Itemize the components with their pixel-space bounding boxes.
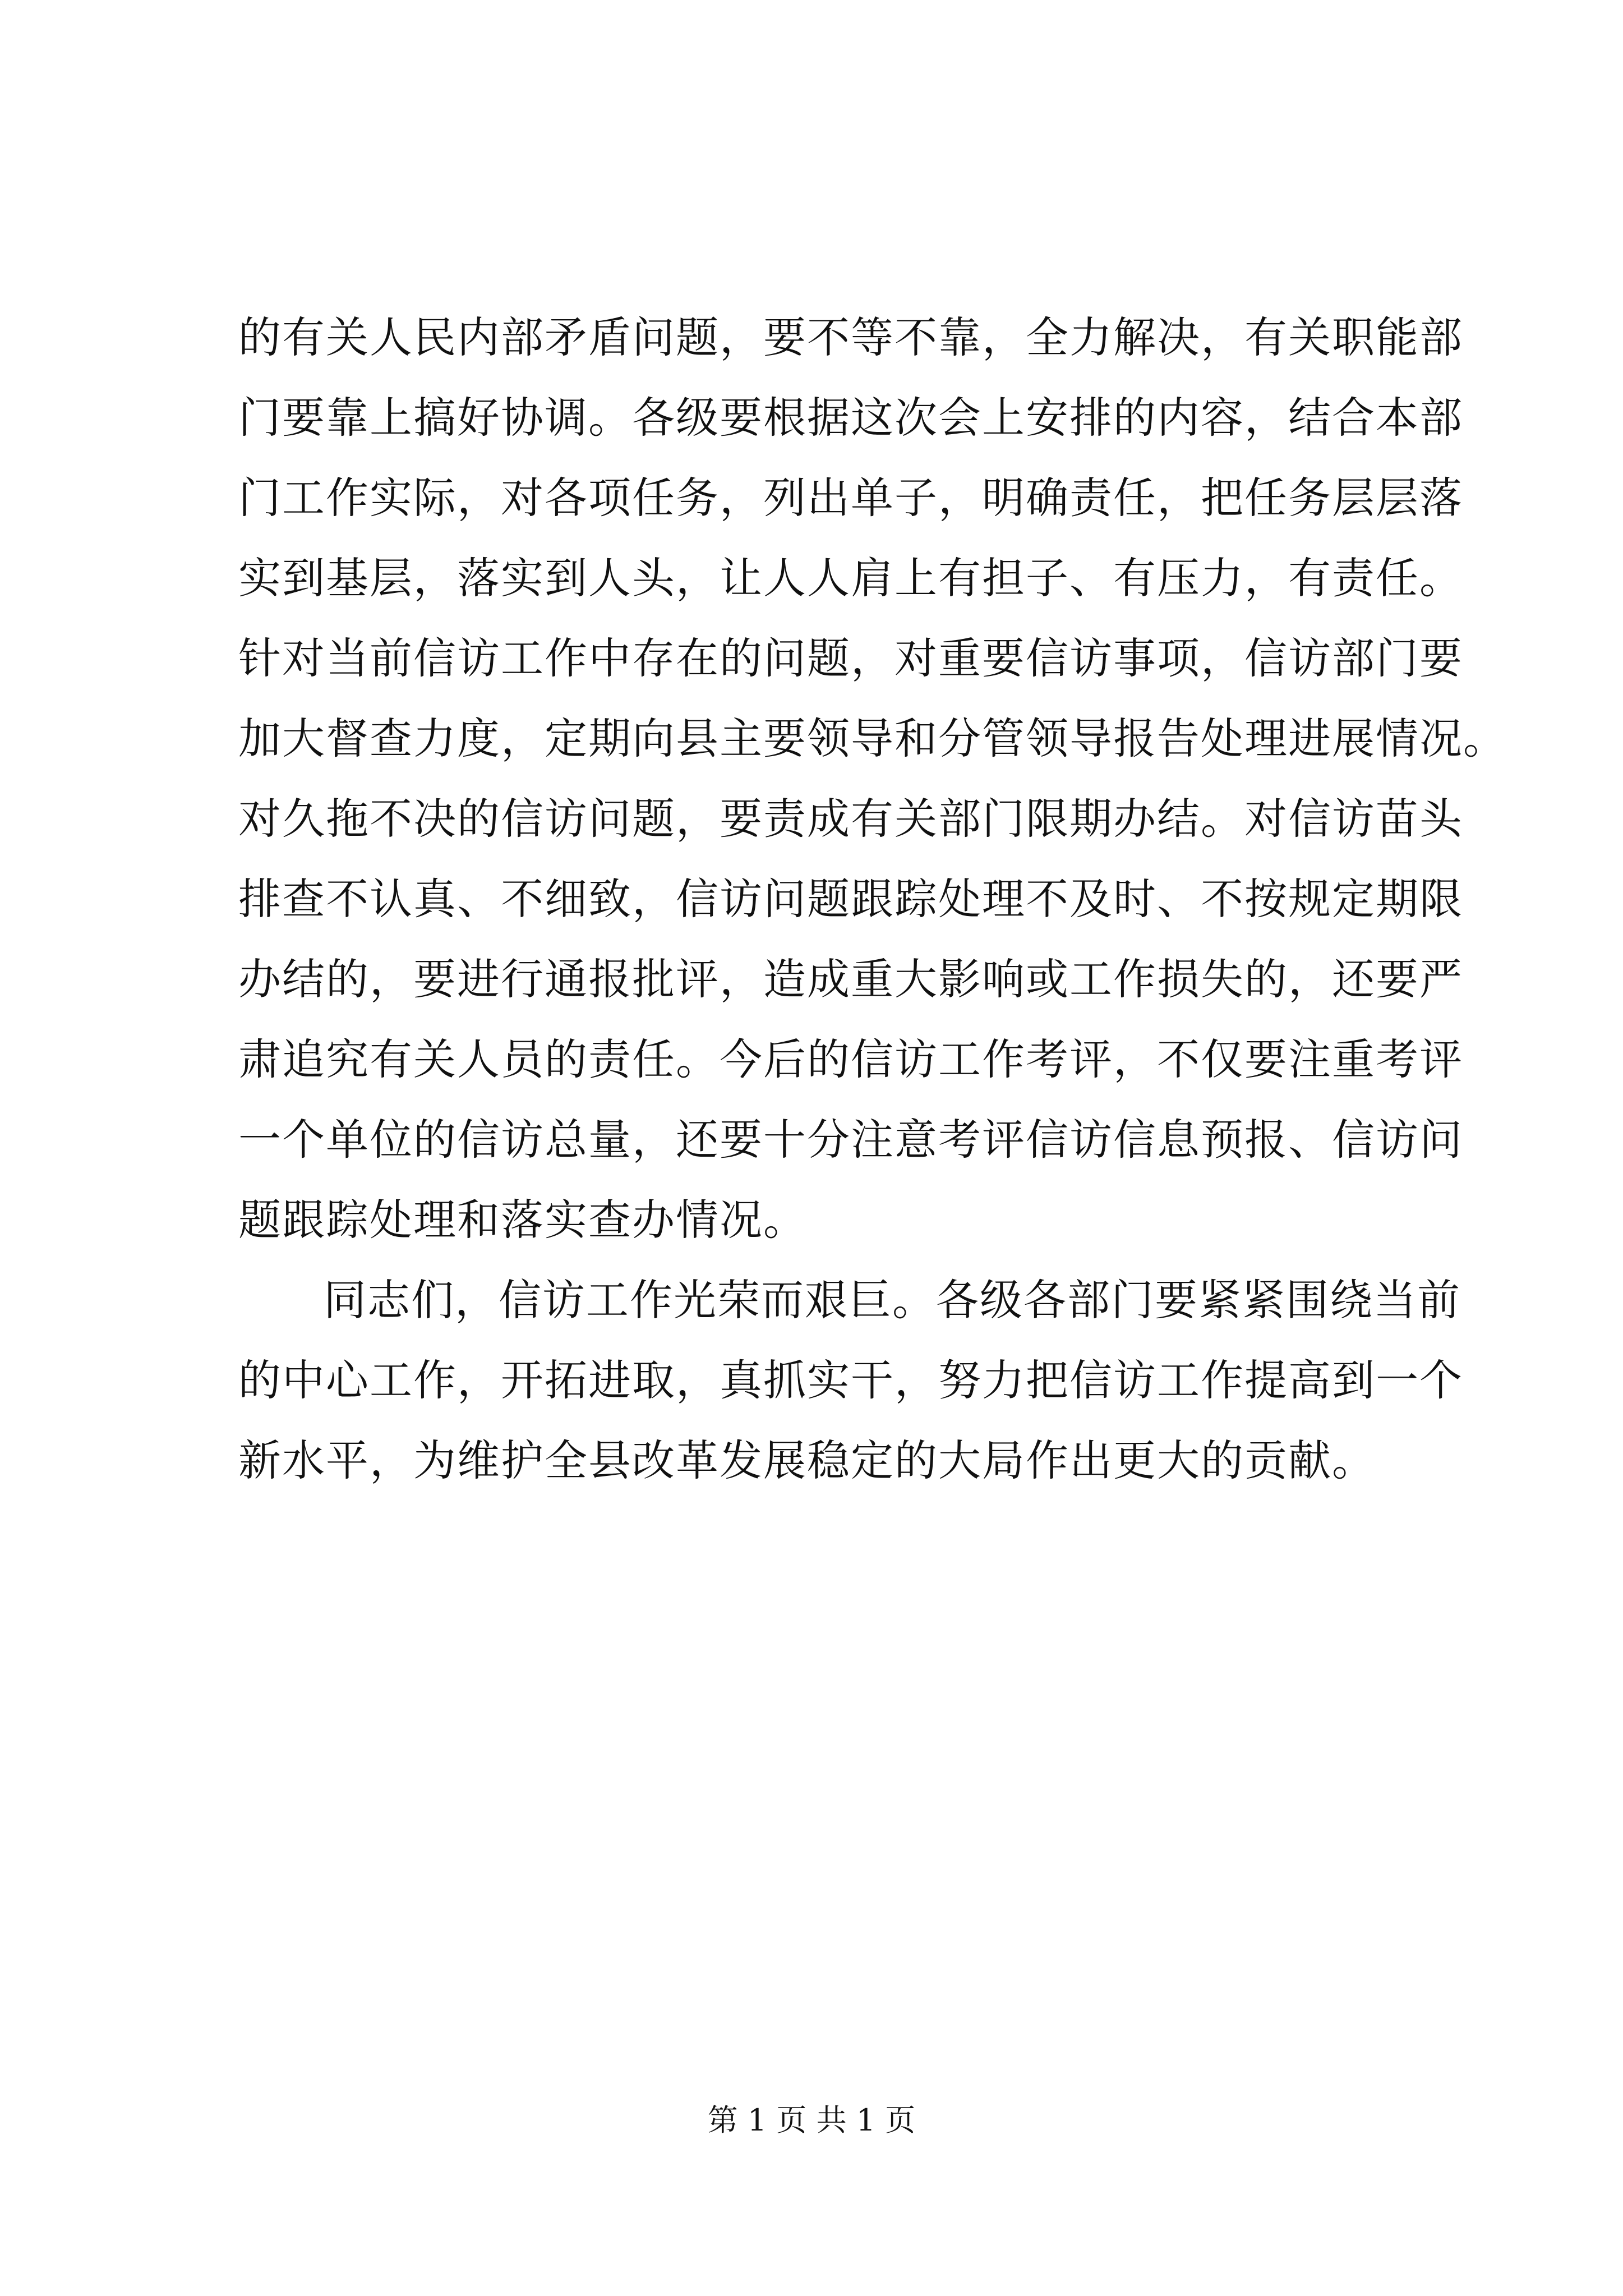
text-line: 同志们，信访工作光荣而艰巨。各级各部门要紧紧围绕当前 bbox=[324, 1275, 1461, 1325]
text-line: 一个单位的信访总量，还要十分注意考评信访信息预报、信访问 bbox=[238, 1115, 1463, 1165]
document-body bbox=[238, 297, 1507, 1501]
paragraph bbox=[238, 1260, 1463, 1501]
text-line: 办结的，要进行通报批评，造成重大影响或工作损失的，还要严 bbox=[238, 954, 1463, 1004]
text-line: 题跟踪处理和落实查办情况。 bbox=[238, 1195, 807, 1245]
text-line: 实到基层，落实到人头，让人人肩上有担子、有压力，有责任。 bbox=[238, 553, 1463, 603]
paragraph bbox=[238, 297, 1507, 1260]
text-line: 排查不认真、不细致，信访问题跟踪处理不及时、不按规定期限 bbox=[238, 874, 1463, 924]
text-line: 加大督查力度，定期向县主要领导和分管领导报告处理进展情况。 bbox=[238, 714, 1507, 763]
text-line: 新水平，为维护全县改革发展稳定的大局作出更大的贡献。 bbox=[238, 1435, 1376, 1485]
text-line: 门工作实际，对各项任务，列出单子，明确责任，把任务层层落 bbox=[238, 473, 1463, 523]
text-line: 针对当前信访工作中存在的问题，对重要信访事项，信访部门要 bbox=[238, 633, 1463, 683]
text-line: 肃追究有关人员的责任。今后的信访工作考评，不仅要注重考评 bbox=[238, 1034, 1463, 1084]
page-footer bbox=[0, 2101, 1623, 2140]
page-number-label: 第 1 页 共 1 页 bbox=[707, 2102, 916, 2138]
text-line: 对久拖不决的信访问题，要责成有关部门限期办结。对信访苗头 bbox=[238, 794, 1463, 844]
text-line: 的中心工作，开拓进取，真抓实干，努力把信访工作提高到一个 bbox=[238, 1355, 1463, 1405]
text-line: 门要靠上搞好协调。各级要根据这次会上安排的内容，结合本部 bbox=[238, 393, 1463, 443]
text-line: 的有关人民内部矛盾问题，要不等不靠，全力解决，有关职能部 bbox=[238, 312, 1463, 362]
